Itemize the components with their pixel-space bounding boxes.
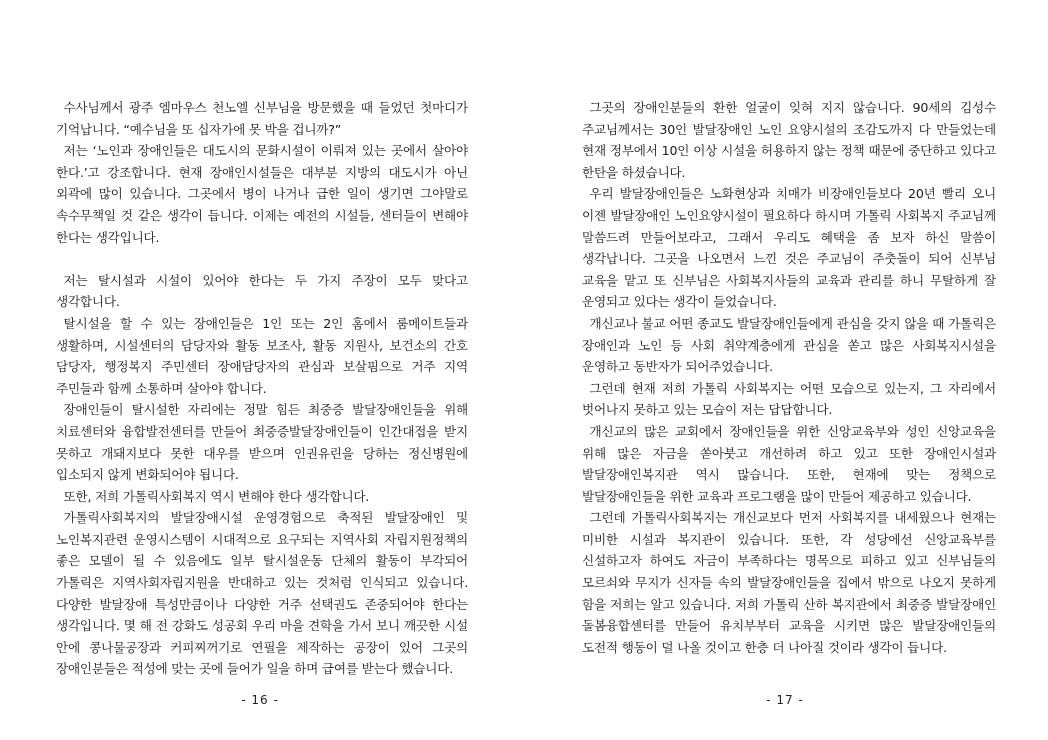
paragraph: 그런데 현재 저희 가톨릭 사회복지는 어떤 모습으로 있는지, 그 자리에서 벗어나지 못하고 있는 모습이 저는 답답합니다. xyxy=(582,380,996,418)
left-page-body xyxy=(56,97,468,680)
paragraph: 장애인들이 탈시설한 자리에는 정말 힘든 최중증 발달장애인들을 위해 치료센터와 융합발전센터를 만들어 최중증발달장애인들이 인간대접을 받지 못하고 개돼지보다 못한 대우를 받으며 인권유린을 당하는 정신병원에 입소되지 않게 변화되어야 됩니다. xyxy=(56,402,468,483)
paragraph: 그곳의 장애인분들의 환한 얼굴이 잊혀 지지 않습니다. 90세의 김성수 주교님께서는 30인 발달장애인 노인 요양시설의 조감도까지 다 만들었는데 현재 정부에서 10인 이상 시설을 허용하지 않는 정책 때문에 중단하고 있다고 한탄을 하셨습니다. xyxy=(582,100,996,180)
paragraph: 그런데 가톨릭사회복지는 개신교보다 먼저 사회복지를 내세웠으나 현재는 미비한 시설과 복지관이 있습니다. 또한, 각 성당에선 신앙교육부를 신설하고자 하여도 자금이 부족하다는 명목으로 피하고 있고 신부님들의 모르쇠와 무지가 신자들 속의 발달장애인들을 집에서 밖으로 나오지 못하게 함을 저희는 알고 있습니다. 저희 가톨릭 산하 복지관에서 최중증 발달장애인 돌봄융합센터를 만들어 유치부부터 교육을 시키면 많은 발달장애인들의 도전적 행동이 덜 나올 것이고 한층 더 나아질 것이라 생각이 듭니다. xyxy=(582,510,996,655)
paragraph: 저는 ‘노인과 장애인들은 대도시의 문화시설이 이뤄져 있는 곳에서 살아야 한다.’고 강조합니다. 현재 장애인시설들은 대부분 지방의 대도시가 아닌 외곽에 많이 있습니다. 그곳에서 병이 나거나 급한 일이 생기면 그야말로 속수무책일 것 같은 생각이 듭니다. 이제는 예전의 시설들, 센터들이 변해야 한다는 생각입니다. xyxy=(56,143,468,245)
paragraph: 탈시설을 할 수 있는 장애인들은 1인 또는 2인 홈에서 룸메이트들과 생활하며, 시설센터의 담당자와 활동 보조사, 활동 지원사, 보건소의 간호 담당자, 행정복지 주민센터 장애담당자의 관심과 보살핌으로 거주 지역 주민들과 함께 소통하며 살아야 합니다. xyxy=(56,315,468,396)
page-number: - 16 - xyxy=(241,693,279,707)
paragraph: 개신교의 많은 교회에서 장애인들을 위한 신앙교육부와 성인 신앙교육을 위해 많은 자금을 쏟아붓고 개선하려 하고 있고 또한 장애인시설과 발달장애인복지관 역시 많습니다. 또한, 현재에 맞는 정책으로 발달장애인들을 위한 교육과 프로그램을 많이 만들어 제공하고 있습니다. xyxy=(582,423,996,504)
page-number: - 17 - xyxy=(766,693,804,707)
paragraph: 우리 발달장애인들은 노화현상과 치매가 비장애인들보다 20년 빨리 오니 이젠 발달장애인 노인요양시설이 필요하다 하시며 가톨릭 사회복지 주교님께 말씀드려 만들어보라고, 그래서 우리도 혜택을 좀 보자 하신 말씀이 생각납니다. 그곳을 나오면서 느낀 것은 주교님이 주춧돌이 되어 신부님 교육을 맡고 또 신부님은 사회복지사들의 교육과 관리를 하니 무탈하게 잘 운영되고 있다는 생각이 들었습니다. xyxy=(582,186,996,310)
paragraph: 수사님께서 광주 엠마우스 천노엘 신부님을 방문했을 때 들었던 첫마디가 기억납니다. “예수님을 또 십자가에 못 박을 겁니까?” xyxy=(56,100,468,137)
right-page-body xyxy=(582,97,996,658)
paragraph: 개신교나 불교 어떤 종교도 발달장애인들에게 관심을 갖지 않을 때 가톨릭은 장애인과 노인 등 사회 취약계층에게 관심을 쏟고 많은 사회복지시설을 운영하고 동반자가 되어주었습니다. xyxy=(582,315,996,375)
paragraph: 또한, 저희 가톨릭사회복지 역시 변해야 한다 생각합니다. xyxy=(63,488,370,504)
paragraph: 가톨릭사회복지의 발달장애시설 운영경험으로 축적된 발달장애인 및 노인복지관련 운영시스템이 시대적으로 요구되는 지역사회 자립지원정책의 좋은 모델이 될 수 있음에도 일부 탈시설운동 단체의 활동이 부각되어 가톨릭은 지역사회자립지원을 반대하고 있는 것처럼 인식되고 있습니다. 다양한 발달장애 특성만큼이나 다양한 거주 선택권도 존중되어야 한다는 생각입니다. 몇 해 전 강화도 성공회 우리 마을 견학을 가서 보니 깨끗한 시설 안에 콩나물공장과 커피찌꺼기로 연필을 제작하는 공장이 있어 그곳의 장애인분들은 적성에 맞는 곳에 들어가 일을 하며 급여를 받는다 했습니다. xyxy=(56,510,468,677)
paragraph: 저는 탈시설과 시설이 있어야 한다는 두 가지 주장이 모두 맞다고 생각합니다. xyxy=(56,272,468,310)
paragraph-gap xyxy=(56,248,468,270)
right-page xyxy=(524,0,1048,740)
